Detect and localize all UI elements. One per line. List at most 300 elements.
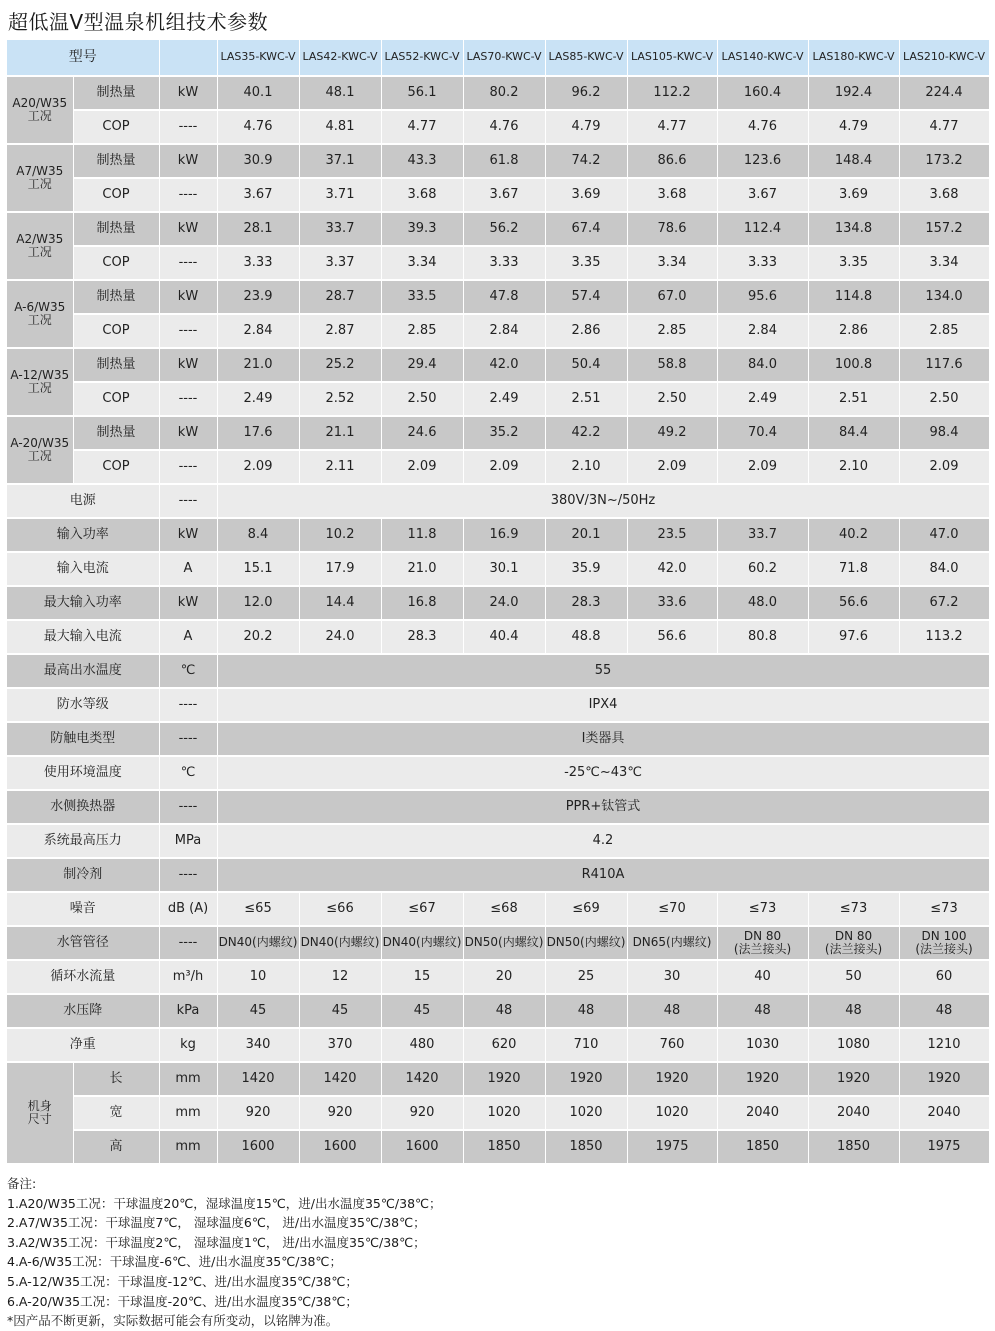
value-cell: 80.2 [463, 76, 545, 110]
value-cell: 1600 [381, 1130, 463, 1164]
spanned-value: PPR+钛管式 [217, 790, 989, 824]
value-cell: 28.3 [381, 620, 463, 654]
value-cell: 40.4 [463, 620, 545, 654]
value-cell: 30.1 [463, 552, 545, 586]
condition-cop-row [7, 246, 989, 280]
model-name: LAS180-KWC-V [808, 40, 899, 76]
value-cell: 25 [545, 960, 627, 994]
row-unit: ---- [159, 450, 217, 484]
value-cell: 2040 [808, 1096, 899, 1130]
value-cell: 2.09 [217, 450, 299, 484]
value-cell: 2.84 [463, 314, 545, 348]
value-cell: 3.71 [299, 178, 381, 212]
value-cell: 1920 [545, 1062, 627, 1096]
row-label: 制热量 [73, 280, 159, 314]
value-cell: 1920 [808, 1062, 899, 1096]
value-cell: 48.1 [299, 76, 381, 110]
value-cell: 3.35 [545, 246, 627, 280]
value-cell: 2040 [717, 1096, 808, 1130]
model-name: LAS70-KWC-V [463, 40, 545, 76]
value-cell: 1920 [717, 1062, 808, 1096]
spanned-value: 55 [217, 654, 989, 688]
value-cell: 113.2 [899, 620, 989, 654]
value-cell: 45 [217, 994, 299, 1028]
row-unit: kW [159, 144, 217, 178]
spec-row [7, 586, 989, 620]
value-cell: 3.34 [899, 246, 989, 280]
value-cell: 30 [627, 960, 717, 994]
value-cell: 17.6 [217, 416, 299, 450]
row-unit: kg [159, 1028, 217, 1062]
value-cell: 2.50 [899, 382, 989, 416]
value-cell: 4.76 [217, 110, 299, 144]
note-line: 备注: [7, 1176, 37, 1191]
spec-table-wrapper [7, 40, 989, 1165]
condition-cop-row [7, 110, 989, 144]
value-cell: 70.4 [717, 416, 808, 450]
value-cell: 2.84 [717, 314, 808, 348]
value-cell: 2.09 [899, 450, 989, 484]
value-cell: 1920 [899, 1062, 989, 1096]
value-cell: 3.33 [463, 246, 545, 280]
value-cell: 4.76 [717, 110, 808, 144]
note-line: 3.A2/W35工况：干球温度2℃， 湿球温度1℃， 进/出水温度35℃/38℃； [7, 1234, 426, 1250]
value-cell: 192.4 [808, 76, 899, 110]
value-cell: 2.85 [381, 314, 463, 348]
value-cell: DN 100 (法兰接头) [899, 926, 989, 960]
row-label: 制热量 [73, 348, 159, 382]
value-cell: 4.79 [808, 110, 899, 144]
value-cell: 2.09 [381, 450, 463, 484]
value-cell: 1020 [545, 1096, 627, 1130]
value-cell: 98.4 [899, 416, 989, 450]
value-cell: 1600 [217, 1130, 299, 1164]
value-cell: 1020 [463, 1096, 545, 1130]
spanned-value: IPX4 [217, 688, 989, 722]
value-cell: 37.1 [299, 144, 381, 178]
row-label: 高 [73, 1130, 159, 1164]
spec-row [7, 892, 989, 926]
value-cell: 2.09 [627, 450, 717, 484]
value-cell: 23.5 [627, 518, 717, 552]
value-cell: ≤68 [463, 892, 545, 926]
value-cell: DN40(内螺纹) [299, 926, 381, 960]
value-cell: 760 [627, 1028, 717, 1062]
value-cell: 49.2 [627, 416, 717, 450]
value-cell: 3.34 [381, 246, 463, 280]
spanned-value: 4.2 [217, 824, 989, 858]
value-cell: 39.3 [381, 212, 463, 246]
row-unit: A [159, 552, 217, 586]
row-label: 系统最高压力 [7, 824, 159, 858]
value-cell: 21.0 [381, 552, 463, 586]
spec-row [7, 620, 989, 654]
row-unit: ---- [159, 484, 217, 518]
value-cell: 2.49 [217, 382, 299, 416]
value-cell: 2.50 [627, 382, 717, 416]
value-cell: DN40(内螺纹) [217, 926, 299, 960]
value-cell: 620 [463, 1028, 545, 1062]
model-name: LAS35-KWC-V [217, 40, 299, 76]
value-cell: 96.2 [545, 76, 627, 110]
row-label: COP [73, 314, 159, 348]
value-cell: 920 [217, 1096, 299, 1130]
value-cell: 1850 [808, 1130, 899, 1164]
row-unit: ---- [159, 688, 217, 722]
value-cell: 48.8 [545, 620, 627, 654]
value-cell: DN50(内螺纹) [545, 926, 627, 960]
value-cell: 80.8 [717, 620, 808, 654]
row-unit: kW [159, 348, 217, 382]
model-name: LAS105-KWC-V [627, 40, 717, 76]
row-unit: mm [159, 1130, 217, 1164]
value-cell: 50 [808, 960, 899, 994]
row-unit: ℃ [159, 756, 217, 790]
value-cell: 56.1 [381, 76, 463, 110]
value-cell: ≤73 [808, 892, 899, 926]
value-cell: ≤73 [899, 892, 989, 926]
value-cell: ≤66 [299, 892, 381, 926]
spanned-value: -25℃~43℃ [217, 756, 989, 790]
value-cell: 134.0 [899, 280, 989, 314]
value-cell: 14.4 [299, 586, 381, 620]
value-cell: 4.77 [627, 110, 717, 144]
value-cell: 123.6 [717, 144, 808, 178]
value-cell: 67.0 [627, 280, 717, 314]
dimension-row [7, 1130, 989, 1164]
row-label: 最大输入电流 [7, 620, 159, 654]
value-cell: 40 [717, 960, 808, 994]
row-label: 制热量 [73, 416, 159, 450]
value-cell: 224.4 [899, 76, 989, 110]
value-cell: 3.67 [217, 178, 299, 212]
value-cell: 67.4 [545, 212, 627, 246]
spec-row [7, 858, 989, 892]
row-label: 输入功率 [7, 518, 159, 552]
value-cell: 45 [299, 994, 381, 1028]
note-line: *因产品不断更新，实际数据可能会有所变动，以铭牌为准。 [7, 1313, 339, 1329]
notes-section [7, 1174, 442, 1331]
value-cell: 134.8 [808, 212, 899, 246]
row-unit: kW [159, 518, 217, 552]
row-unit: kW [159, 280, 217, 314]
dimension-group-label: 机身 尺寸 [7, 1062, 73, 1164]
row-label: 水管管径 [7, 926, 159, 960]
value-cell: 84.0 [717, 348, 808, 382]
spec-row [7, 994, 989, 1028]
value-cell: 2.85 [627, 314, 717, 348]
condition-name: A20/W35 工况 [7, 76, 73, 144]
spec-table [7, 40, 990, 1165]
value-cell: ≤65 [217, 892, 299, 926]
value-cell: DN 80 (法兰接头) [717, 926, 808, 960]
row-unit: A [159, 620, 217, 654]
spec-row [7, 824, 989, 858]
value-cell: 3.33 [717, 246, 808, 280]
value-cell: 10.2 [299, 518, 381, 552]
value-cell: 340 [217, 1028, 299, 1062]
row-label: 水压降 [7, 994, 159, 1028]
value-cell: 48 [899, 994, 989, 1028]
value-cell: 3.33 [217, 246, 299, 280]
value-cell: 20 [463, 960, 545, 994]
value-cell: 2.50 [381, 382, 463, 416]
value-cell: 24.6 [381, 416, 463, 450]
value-cell: 61.8 [463, 144, 545, 178]
value-cell: 3.68 [381, 178, 463, 212]
note-line: 2.A7/W35工况：干球温度7℃， 湿球温度6℃， 进/出水温度35℃/38℃； [7, 1215, 426, 1231]
value-cell: 4.77 [381, 110, 463, 144]
row-label: 制冷剂 [7, 858, 159, 892]
row-label: 制热量 [73, 212, 159, 246]
value-cell: 2.10 [545, 450, 627, 484]
condition-name: A-12/W35 工况 [7, 348, 73, 416]
value-cell: 47.0 [899, 518, 989, 552]
value-cell: 25.2 [299, 348, 381, 382]
value-cell: 2.49 [463, 382, 545, 416]
value-cell: 50.4 [545, 348, 627, 382]
condition-heat-row [7, 280, 989, 314]
value-cell: 3.67 [717, 178, 808, 212]
header-row [7, 40, 989, 76]
value-cell: 21.0 [217, 348, 299, 382]
row-label: 制热量 [73, 76, 159, 110]
value-cell: 1975 [627, 1130, 717, 1164]
value-cell: 56.6 [808, 586, 899, 620]
value-cell: 48 [717, 994, 808, 1028]
row-label: 防水等级 [7, 688, 159, 722]
value-cell: 67.2 [899, 586, 989, 620]
value-cell: 84.0 [899, 552, 989, 586]
value-cell: 33.7 [299, 212, 381, 246]
value-cell: 60 [899, 960, 989, 994]
value-cell: 78.6 [627, 212, 717, 246]
value-cell: 2.85 [899, 314, 989, 348]
value-cell: 95.6 [717, 280, 808, 314]
value-cell: 43.3 [381, 144, 463, 178]
value-cell: 29.4 [381, 348, 463, 382]
row-label: COP [73, 178, 159, 212]
model-name: LAS42-KWC-V [299, 40, 381, 76]
value-cell: 2.11 [299, 450, 381, 484]
spec-row [7, 1028, 989, 1062]
dimension-row [7, 1096, 989, 1130]
value-cell: 3.69 [545, 178, 627, 212]
condition-name: A-20/W35 工况 [7, 416, 73, 484]
row-label: 净重 [7, 1028, 159, 1062]
value-cell: 710 [545, 1028, 627, 1062]
value-cell: 2.86 [545, 314, 627, 348]
value-cell: ≤73 [717, 892, 808, 926]
condition-cop-row [7, 178, 989, 212]
value-cell: 58.8 [627, 348, 717, 382]
row-unit: ---- [159, 926, 217, 960]
value-cell: 1920 [627, 1062, 717, 1096]
value-cell: 48 [627, 994, 717, 1028]
value-cell: 23.9 [217, 280, 299, 314]
row-unit: mm [159, 1062, 217, 1096]
dimension-row [7, 1062, 989, 1096]
value-cell: 3.69 [808, 178, 899, 212]
row-label: 使用环境温度 [7, 756, 159, 790]
value-cell: 480 [381, 1028, 463, 1062]
row-label: 长 [73, 1062, 159, 1096]
row-unit: ---- [159, 178, 217, 212]
row-unit: ---- [159, 110, 217, 144]
value-cell: 100.8 [808, 348, 899, 382]
row-unit: ℃ [159, 654, 217, 688]
row-unit: kW [159, 76, 217, 110]
value-cell: 28.3 [545, 586, 627, 620]
value-cell: ≤69 [545, 892, 627, 926]
page-title: 超低温V型温泉机组技术参数 [8, 10, 269, 34]
row-label: 电源 [7, 484, 159, 518]
value-cell: 15 [381, 960, 463, 994]
spec-row [7, 756, 989, 790]
value-cell: 160.4 [717, 76, 808, 110]
condition-name: A7/W35 工况 [7, 144, 73, 212]
value-cell: 48 [545, 994, 627, 1028]
value-cell: 157.2 [899, 212, 989, 246]
row-label: 最高出水温度 [7, 654, 159, 688]
value-cell: 112.2 [627, 76, 717, 110]
row-unit: ---- [159, 790, 217, 824]
row-label: COP [73, 110, 159, 144]
value-cell: 1080 [808, 1028, 899, 1062]
value-cell: 4.81 [299, 110, 381, 144]
row-label: 最大输入功率 [7, 586, 159, 620]
row-unit: m³/h [159, 960, 217, 994]
value-cell: 10 [217, 960, 299, 994]
value-cell: 173.2 [899, 144, 989, 178]
value-cell: 1210 [899, 1028, 989, 1062]
value-cell: 30.9 [217, 144, 299, 178]
value-cell: 71.8 [808, 552, 899, 586]
value-cell: DN50(内螺纹) [463, 926, 545, 960]
value-cell: 20.2 [217, 620, 299, 654]
condition-heat-row [7, 348, 989, 382]
value-cell: 3.68 [899, 178, 989, 212]
value-cell: 24.0 [463, 586, 545, 620]
value-cell: 12.0 [217, 586, 299, 620]
value-cell: 920 [381, 1096, 463, 1130]
value-cell: 2.51 [545, 382, 627, 416]
model-name: LAS140-KWC-V [717, 40, 808, 76]
value-cell: 2.09 [463, 450, 545, 484]
spec-row [7, 790, 989, 824]
header-unit-cell [159, 40, 217, 76]
row-label: 防触电类型 [7, 722, 159, 756]
row-label: COP [73, 450, 159, 484]
condition-cop-row [7, 450, 989, 484]
value-cell: 33.5 [381, 280, 463, 314]
value-cell: 2.52 [299, 382, 381, 416]
value-cell: 370 [299, 1028, 381, 1062]
value-cell: 84.4 [808, 416, 899, 450]
value-cell: 1030 [717, 1028, 808, 1062]
value-cell: 17.9 [299, 552, 381, 586]
spec-row [7, 926, 989, 960]
value-cell: 2.51 [808, 382, 899, 416]
value-cell: 1420 [299, 1062, 381, 1096]
value-cell: 33.7 [717, 518, 808, 552]
value-cell: 148.4 [808, 144, 899, 178]
condition-name: A-6/W35 工况 [7, 280, 73, 348]
value-cell: 1420 [217, 1062, 299, 1096]
value-cell: 16.9 [463, 518, 545, 552]
note-line: 5.A-12/W35工况：干球温度-12℃、进/出水温度35℃/38℃； [7, 1273, 358, 1289]
value-cell: 2.84 [217, 314, 299, 348]
row-label: COP [73, 382, 159, 416]
value-cell: 2.10 [808, 450, 899, 484]
model-header-label: 型号 [7, 40, 159, 76]
value-cell: 33.6 [627, 586, 717, 620]
value-cell: 2.49 [717, 382, 808, 416]
value-cell: 3.67 [463, 178, 545, 212]
value-cell: 48.0 [717, 586, 808, 620]
value-cell: DN 80 (法兰接头) [808, 926, 899, 960]
value-cell: 2040 [899, 1096, 989, 1130]
condition-cop-row [7, 314, 989, 348]
spec-row [7, 960, 989, 994]
row-unit: ---- [159, 246, 217, 280]
value-cell: 48 [808, 994, 899, 1028]
value-cell: 920 [299, 1096, 381, 1130]
value-cell: 74.2 [545, 144, 627, 178]
value-cell: 45 [381, 994, 463, 1028]
value-cell: 1920 [463, 1062, 545, 1096]
spec-row [7, 688, 989, 722]
spanned-value: R410A [217, 858, 989, 892]
value-cell: 40.1 [217, 76, 299, 110]
value-cell: 11.8 [381, 518, 463, 552]
value-cell: 40.2 [808, 518, 899, 552]
value-cell: 35.9 [545, 552, 627, 586]
value-cell: 1850 [545, 1130, 627, 1164]
condition-name: A2/W35 工况 [7, 212, 73, 280]
spec-row [7, 484, 989, 518]
value-cell: 15.1 [217, 552, 299, 586]
value-cell: 47.8 [463, 280, 545, 314]
spec-row [7, 518, 989, 552]
value-cell: 28.7 [299, 280, 381, 314]
value-cell: 2.87 [299, 314, 381, 348]
row-unit: kW [159, 586, 217, 620]
value-cell: ≤67 [381, 892, 463, 926]
value-cell: 56.6 [627, 620, 717, 654]
value-cell: 1850 [463, 1130, 545, 1164]
row-label: COP [73, 246, 159, 280]
value-cell: 16.8 [381, 586, 463, 620]
row-unit: ---- [159, 314, 217, 348]
row-unit: mm [159, 1096, 217, 1130]
value-cell: DN40(内螺纹) [381, 926, 463, 960]
row-label: 宽 [73, 1096, 159, 1130]
spec-row [7, 654, 989, 688]
condition-heat-row [7, 416, 989, 450]
value-cell: DN65(内螺纹) [627, 926, 717, 960]
condition-heat-row [7, 144, 989, 178]
spanned-value: Ⅰ类器具 [217, 722, 989, 756]
row-unit: kPa [159, 994, 217, 1028]
value-cell: 24.0 [299, 620, 381, 654]
value-cell: 42.0 [627, 552, 717, 586]
value-cell: 28.1 [217, 212, 299, 246]
value-cell: 3.35 [808, 246, 899, 280]
value-cell: 2.09 [717, 450, 808, 484]
condition-heat-row [7, 76, 989, 110]
spec-row [7, 552, 989, 586]
